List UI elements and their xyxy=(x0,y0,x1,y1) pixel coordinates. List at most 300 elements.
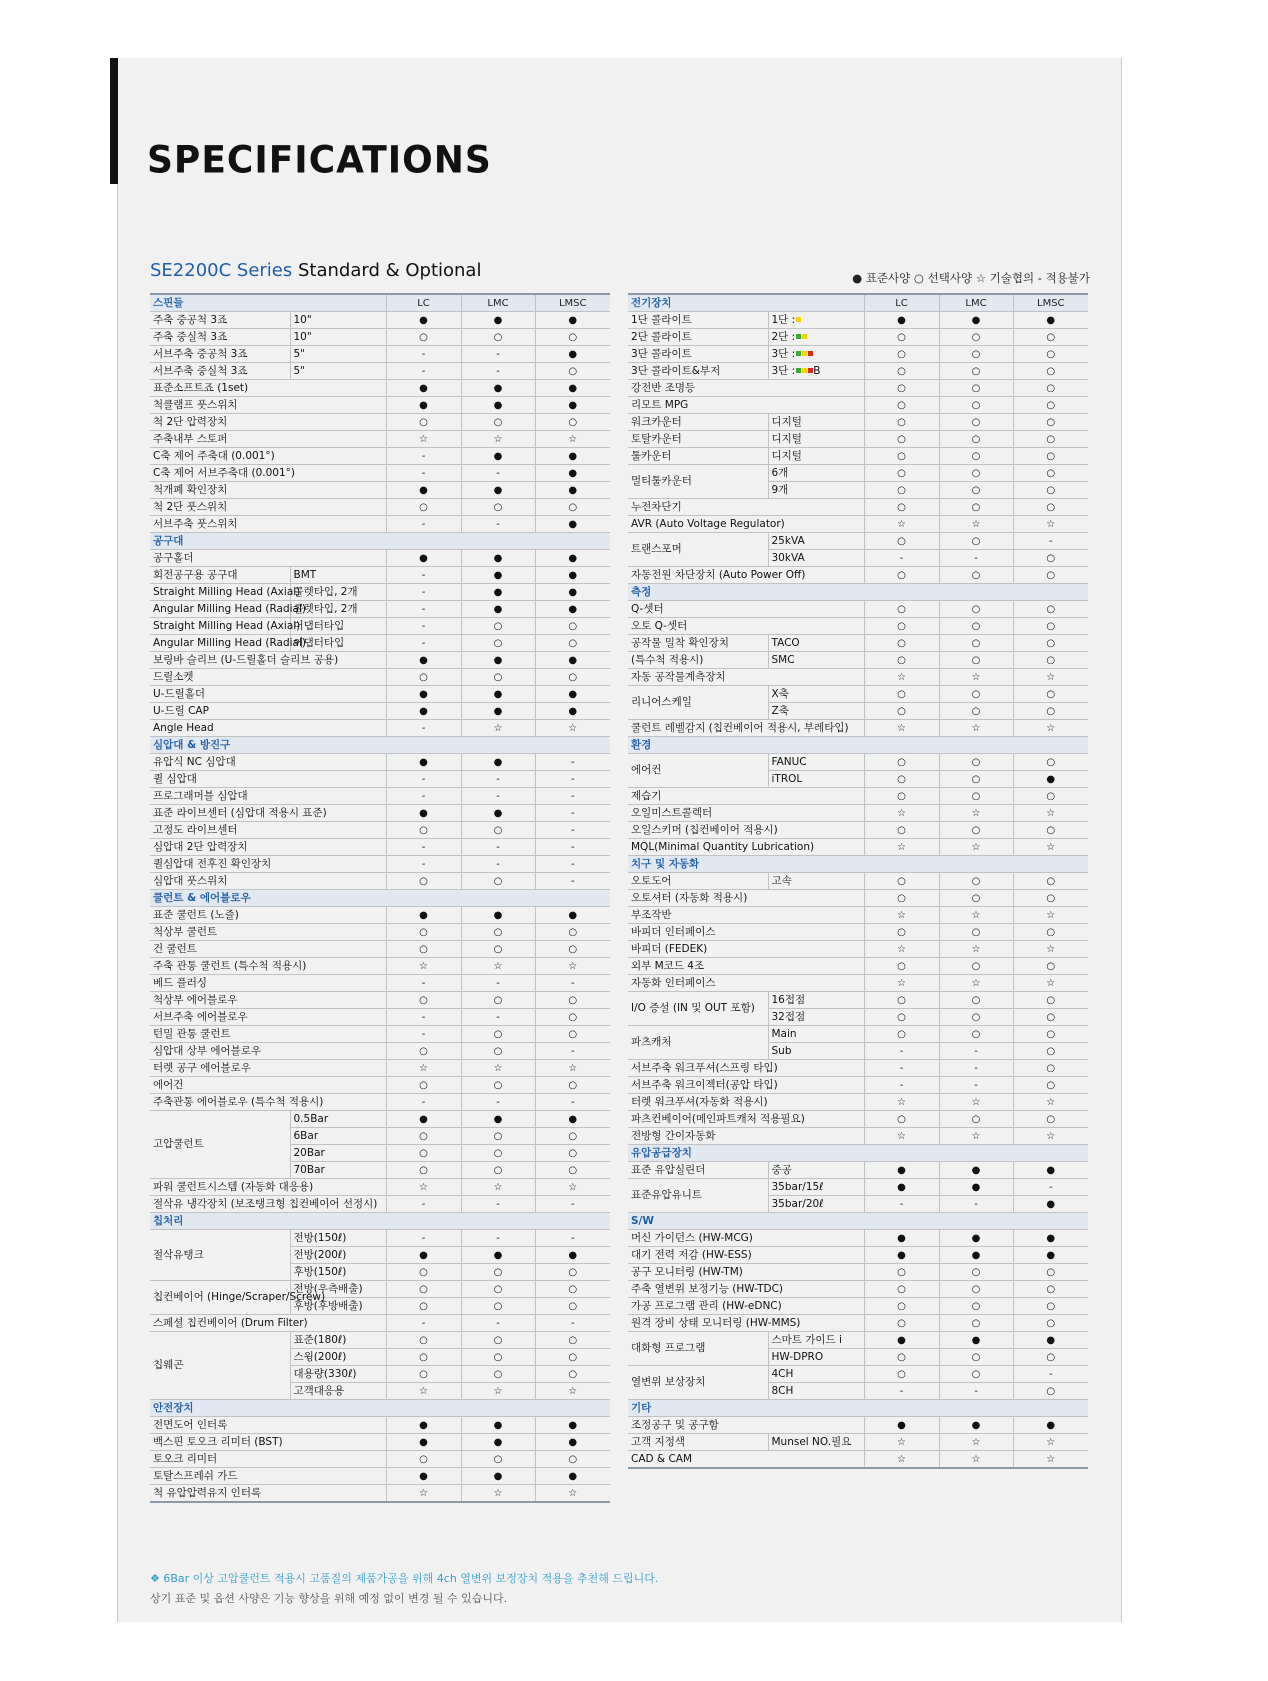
spec-value-lmc: ● xyxy=(939,1162,1013,1179)
spec-value-lc: - xyxy=(386,1094,461,1111)
spec-item-detail: TACO xyxy=(768,635,864,652)
spec-item-name: 오일미스트콜렉터 xyxy=(628,805,864,822)
spec-item-name: 서브주축 중실척 3죠 xyxy=(150,363,290,380)
spec-value-lc: ○ xyxy=(864,397,939,414)
spec-value-lmc: ○ xyxy=(461,635,535,652)
spec-item-name: 강전반 조명등 xyxy=(628,380,864,397)
spec-value-lc: ● xyxy=(386,380,461,397)
spec-item-detail: 콜렛타입, 2개 xyxy=(290,601,386,618)
spec-item-detail: HW-DPRO xyxy=(768,1349,864,1366)
spec-value-lmc: ○ xyxy=(939,567,1013,584)
spec-value-lc: ○ xyxy=(864,992,939,1009)
spec-value-lc: ☆ xyxy=(864,1434,939,1451)
spec-item-detail: 전방(우측배출) xyxy=(290,1281,386,1298)
spec-row xyxy=(628,788,1088,805)
spec-item-name: 제습기 xyxy=(628,788,864,805)
spec-value-lc: ○ xyxy=(386,1077,461,1094)
spec-row xyxy=(628,1264,1088,1281)
spec-value-lmsc: ○ xyxy=(1013,1315,1088,1332)
spec-value-lmsc: ● xyxy=(535,567,610,584)
spec-item-name: 가공 프로그램 관리 (HW-eDNC) xyxy=(628,1298,864,1315)
spec-item-detail: 스마트 가이드 i xyxy=(768,1332,864,1349)
signal-lamp-icon xyxy=(802,368,807,373)
spec-item-name: 공구 모니터링 (HW-TM) xyxy=(628,1264,864,1281)
spec-value-lmc: ○ xyxy=(461,941,535,958)
spec-value-lc: ○ xyxy=(864,431,939,448)
spec-value-lmsc: ● xyxy=(535,652,610,669)
spec-row xyxy=(150,1060,610,1077)
spec-row xyxy=(150,1026,610,1043)
spec-value-lmc: ● xyxy=(939,312,1013,329)
spec-row xyxy=(628,975,1088,992)
spec-value-lmsc: ○ xyxy=(1013,1077,1088,1094)
spec-value-lmc: - xyxy=(939,1060,1013,1077)
spec-value-lmc: ○ xyxy=(939,822,1013,839)
spec-item-detail: FANUC xyxy=(768,754,864,771)
spec-row xyxy=(150,1009,610,1026)
section-title: 심압대 & 방진구 xyxy=(150,737,610,754)
spec-value-lmsc: ○ xyxy=(535,635,610,652)
spec-value-lmsc: ☆ xyxy=(1013,720,1088,737)
spec-item-detail: 고속 xyxy=(768,873,864,890)
spec-value-lmsc: ○ xyxy=(1013,1264,1088,1281)
spec-row xyxy=(150,465,610,482)
spec-value-lc: ○ xyxy=(386,1145,461,1162)
spec-item-detail: Main xyxy=(768,1026,864,1043)
spec-value-lmsc: ● xyxy=(535,686,610,703)
spec-row xyxy=(628,346,1088,363)
spec-value-lmsc: ☆ xyxy=(1013,805,1088,822)
spec-value-lmsc: ○ xyxy=(535,1128,610,1145)
spec-value-lmsc: ● xyxy=(1013,1417,1088,1434)
spec-item-name: 부조작반 xyxy=(628,907,864,924)
spec-value-lmc: ○ xyxy=(939,635,1013,652)
spec-value-lc: ○ xyxy=(386,822,461,839)
spec-row xyxy=(150,720,610,737)
spec-value-lc: ○ xyxy=(864,958,939,975)
spec-item-name: 칩웨곤 xyxy=(150,1332,290,1400)
spec-value-lmc: ● xyxy=(461,1417,535,1434)
spec-value-lc: - xyxy=(386,346,461,363)
spec-value-lc: ○ xyxy=(386,924,461,941)
spec-item-name: 외부 M코드 4조 xyxy=(628,958,864,975)
spec-item-name: I/O 증설 (IN 및 OUT 포함) xyxy=(628,992,768,1026)
section-header-row xyxy=(150,737,610,754)
spec-value-lmc: ● xyxy=(461,482,535,499)
spec-value-lmc: ○ xyxy=(939,754,1013,771)
spec-value-lmc: ○ xyxy=(461,618,535,635)
spec-item-name: 바피더 (FEDEK) xyxy=(628,941,864,958)
spec-row xyxy=(150,1485,610,1503)
spec-value-lmc: ☆ xyxy=(939,907,1013,924)
spec-item-name: 토오크 리미터 xyxy=(150,1451,386,1468)
spec-value-lc: - xyxy=(864,1077,939,1094)
spec-item-name: 퀼 심압대 xyxy=(150,771,386,788)
spec-value-lmc: ● xyxy=(461,907,535,924)
spec-value-lc: ☆ xyxy=(864,805,939,822)
spec-value-lmc: ☆ xyxy=(461,1060,535,1077)
spec-item-name: 대화형 프로그램 xyxy=(628,1332,768,1366)
spec-row xyxy=(150,873,610,890)
spec-row xyxy=(150,1468,610,1485)
spec-row xyxy=(150,1230,610,1247)
subtitle-rest: Standard & Optional xyxy=(292,260,482,281)
spec-value-lmc: ○ xyxy=(461,1281,535,1298)
spec-value-lmc: ○ xyxy=(939,380,1013,397)
spec-item-name: 토탈카운터 xyxy=(628,431,768,448)
spec-value-lmsc: ☆ xyxy=(535,720,610,737)
spec-value-lc: ○ xyxy=(864,873,939,890)
spec-value-lc: ○ xyxy=(864,363,939,380)
spec-value-lmc: ● xyxy=(939,1179,1013,1196)
spec-item-detail: 70Bar xyxy=(290,1162,386,1179)
spec-value-lmc: ○ xyxy=(461,1026,535,1043)
spec-value-lc: ○ xyxy=(386,992,461,1009)
spec-value-lmc: ○ xyxy=(461,924,535,941)
spec-value-lmsc: - xyxy=(535,1315,610,1332)
spec-value-lc: - xyxy=(386,1026,461,1043)
section-title: 측정 xyxy=(628,584,1088,601)
spec-item-detail: 3단 : xyxy=(768,346,864,363)
spec-value-lmc: ○ xyxy=(939,890,1013,907)
spec-row xyxy=(150,924,610,941)
spec-value-lmsc: - xyxy=(535,1230,610,1247)
spec-value-lmsc: ○ xyxy=(1013,635,1088,652)
spec-item-name: 서브주축 중공척 3죠 xyxy=(150,346,290,363)
spec-value-lmc: - xyxy=(461,465,535,482)
spec-row xyxy=(628,941,1088,958)
spec-value-lmc: ☆ xyxy=(461,958,535,975)
spec-value-lmc: ○ xyxy=(939,771,1013,788)
spec-value-lc: ☆ xyxy=(864,1094,939,1111)
spec-value-lc: ○ xyxy=(864,754,939,771)
spec-item-name: 칩컨베이어 (Hinge/Scraper/Screw) xyxy=(150,1281,290,1315)
spec-value-lmsc: ○ xyxy=(1013,414,1088,431)
spec-item-detail: 후방(150ℓ) xyxy=(290,1264,386,1281)
spec-value-lmsc: ○ xyxy=(1013,431,1088,448)
spec-value-lc: - xyxy=(386,567,461,584)
spec-row xyxy=(628,1026,1088,1043)
spec-item-name: 절삭유 냉각장치 (보조탱크형 칩컨베이어 선정시) xyxy=(150,1196,386,1213)
spec-value-lmsc: ○ xyxy=(535,414,610,431)
spec-value-lc: ☆ xyxy=(386,1179,461,1196)
spec-item-name: 표준 라이브센터 (심압대 적용시 표준) xyxy=(150,805,386,822)
spec-value-lmsc: - xyxy=(535,805,610,822)
spec-item-name: 3단 콜라이트&부저 xyxy=(628,363,768,380)
spec-item-detail: 9개 xyxy=(768,482,864,499)
spec-row xyxy=(150,1196,610,1213)
spec-item-detail: 대용량(330ℓ) xyxy=(290,1366,386,1383)
column-header-lmsc: LMSC xyxy=(535,294,610,312)
spec-value-lmsc: - xyxy=(535,975,610,992)
spec-item-name: 2단 콜라이트 xyxy=(628,329,768,346)
spec-value-lmc: ○ xyxy=(461,1145,535,1162)
spec-value-lc: ○ xyxy=(864,618,939,635)
spec-row xyxy=(628,1315,1088,1332)
spec-value-lmsc: ● xyxy=(1013,1247,1088,1264)
spec-value-lmsc: - xyxy=(1013,533,1088,550)
spec-value-lmsc: ● xyxy=(535,448,610,465)
spec-value-lmc: ● xyxy=(461,1468,535,1485)
spec-item-name: 표준소프트죠 (1set) xyxy=(150,380,386,397)
spec-value-lmc: ○ xyxy=(461,1298,535,1315)
spec-value-lmc: - xyxy=(461,1230,535,1247)
spec-item-name: 오토셔터 (자동화 적용시) xyxy=(628,890,864,907)
spec-value-lc: ● xyxy=(386,1468,461,1485)
spec-value-lmsc: ● xyxy=(535,380,610,397)
spec-value-lc: ☆ xyxy=(864,907,939,924)
spec-value-lmc: ○ xyxy=(939,1366,1013,1383)
spec-value-lmsc: ○ xyxy=(535,329,610,346)
spec-value-lmc: ○ xyxy=(461,992,535,1009)
spec-value-lmsc: ○ xyxy=(1013,822,1088,839)
spec-value-lmc: ☆ xyxy=(939,669,1013,686)
spec-row xyxy=(628,992,1088,1009)
spec-value-lmsc: ☆ xyxy=(535,431,610,448)
spec-row xyxy=(150,652,610,669)
section-title: 쿨런트 & 에어블로우 xyxy=(150,890,610,907)
spec-item-name: 회전공구용 공구대 xyxy=(150,567,290,584)
spec-value-lc: - xyxy=(386,1230,461,1247)
spec-value-lmc: ○ xyxy=(461,1162,535,1179)
spec-value-lmsc: ○ xyxy=(535,924,610,941)
note-recommendation: ❖ 6Bar 이상 고압쿨런트 적용시 고품질의 제품가공을 위해 4ch 열변위 보정장치 적용을 추천해 드립니다. xyxy=(150,1572,659,1585)
spec-value-lc: - xyxy=(386,720,461,737)
spec-value-lc: ○ xyxy=(864,499,939,516)
spec-value-lmsc: ● xyxy=(535,516,610,533)
spec-item-name: 보링바 슬리브 (U-드릴홀더 슬리브 공용) xyxy=(150,652,386,669)
spec-value-lc: ☆ xyxy=(864,516,939,533)
spec-value-lmsc: ● xyxy=(535,601,610,618)
spec-item-name: 척개폐 확인장치 xyxy=(150,482,386,499)
spec-value-lmsc: ○ xyxy=(535,1145,610,1162)
spec-item-detail: 어댑터타입 xyxy=(290,618,386,635)
spec-item-detail: X축 xyxy=(768,686,864,703)
spec-item-name: 주축내부 스토퍼 xyxy=(150,431,386,448)
spec-row xyxy=(628,516,1088,533)
spec-value-lc: - xyxy=(864,1060,939,1077)
spec-item-name: 에어컨 xyxy=(628,754,768,788)
spec-row xyxy=(628,1162,1088,1179)
spec-value-lmsc: ☆ xyxy=(1013,839,1088,856)
spec-item-name: 자동전원 차단장치 (Auto Power Off) xyxy=(628,567,864,584)
spec-row xyxy=(150,550,610,567)
spec-item-detail: 8CH xyxy=(768,1383,864,1400)
spec-item-detail: 3단 : B xyxy=(768,363,864,380)
spec-row xyxy=(150,1315,610,1332)
spec-row xyxy=(150,584,610,601)
spec-value-lmsc: ○ xyxy=(535,669,610,686)
spec-item-name: 고객 지정색 xyxy=(628,1434,768,1451)
spec-value-lc: - xyxy=(386,788,461,805)
spec-row xyxy=(150,312,610,329)
spec-value-lc: ● xyxy=(386,1417,461,1434)
spec-value-lmsc: ○ xyxy=(1013,550,1088,567)
spec-value-lmc: ● xyxy=(461,1247,535,1264)
section-title: 치구 및 자동화 xyxy=(628,856,1088,873)
spec-item-detail: 35bar/20ℓ xyxy=(768,1196,864,1213)
spec-value-lc: ○ xyxy=(864,567,939,584)
spec-item-name: 드릴소켓 xyxy=(150,669,386,686)
spec-item-name: 표준유압유니트 xyxy=(628,1179,768,1213)
spec-item-detail: 2단 : xyxy=(768,329,864,346)
spec-value-lmc: ● xyxy=(461,601,535,618)
spec-value-lmc: ○ xyxy=(939,431,1013,448)
spec-value-lmc: ○ xyxy=(461,1128,535,1145)
spec-row xyxy=(150,329,610,346)
spec-row xyxy=(628,1179,1088,1196)
section-header-row xyxy=(628,584,1088,601)
column-header-lmsc: LMSC xyxy=(1013,294,1088,312)
spec-value-lmsc: ○ xyxy=(1013,397,1088,414)
spec-value-lmsc: ☆ xyxy=(1013,1451,1088,1469)
spec-item-name: 조정공구 및 공구함 xyxy=(628,1417,864,1434)
spec-item-detail: 고객대응용 xyxy=(290,1383,386,1400)
section-header-row xyxy=(150,1400,610,1417)
spec-row xyxy=(150,1332,610,1349)
spec-item-name: Angle Head xyxy=(150,720,386,737)
spec-value-lmsc: ○ xyxy=(1013,992,1088,1009)
spec-value-lc: - xyxy=(386,618,461,635)
spec-row xyxy=(150,839,610,856)
spec-item-detail: Sub xyxy=(768,1043,864,1060)
spec-item-detail: 5" xyxy=(290,346,386,363)
spec-value-lmsc: ○ xyxy=(1013,1281,1088,1298)
spec-row xyxy=(150,499,610,516)
spec-value-lc: - xyxy=(386,465,461,482)
spec-row xyxy=(628,397,1088,414)
spec-item-detail: Z축 xyxy=(768,703,864,720)
spec-item-detail: 10" xyxy=(290,312,386,329)
buzzer-label: B xyxy=(813,364,821,377)
spec-value-lc: ● xyxy=(864,1417,939,1434)
spec-item-detail: 1단 : xyxy=(768,312,864,329)
spec-row xyxy=(628,822,1088,839)
spec-item-name: 워크카운터 xyxy=(628,414,768,431)
spec-row xyxy=(150,856,610,873)
spec-value-lmc: - xyxy=(939,1196,1013,1213)
spec-value-lc: ● xyxy=(386,754,461,771)
spec-value-lmc: ○ xyxy=(939,652,1013,669)
spec-row xyxy=(628,567,1088,584)
spec-value-lmc: ● xyxy=(461,397,535,414)
spec-value-lmc: ○ xyxy=(939,873,1013,890)
spec-row xyxy=(628,1451,1088,1469)
spec-value-lmsc: ○ xyxy=(535,1162,610,1179)
spec-value-lc: ○ xyxy=(864,771,939,788)
spec-value-lc: ☆ xyxy=(386,431,461,448)
spec-value-lmsc: - xyxy=(535,771,610,788)
section-title: 환경 xyxy=(628,737,1088,754)
spec-item-name: 서브주축 워크이젝터(공압 타입) xyxy=(628,1077,864,1094)
spec-row xyxy=(628,1366,1088,1383)
spec-value-lmsc: ○ xyxy=(1013,958,1088,975)
spec-value-lmsc: ○ xyxy=(1013,703,1088,720)
spec-value-lmsc: ☆ xyxy=(1013,669,1088,686)
spec-item-detail: 후방(후방배출) xyxy=(290,1298,386,1315)
spec-row xyxy=(628,448,1088,465)
spec-row xyxy=(150,975,610,992)
spec-value-lc: ○ xyxy=(864,465,939,482)
spec-value-lmsc: ● xyxy=(535,482,610,499)
spec-value-lmsc: ○ xyxy=(1013,686,1088,703)
section-header-row xyxy=(628,1145,1088,1162)
spec-value-lc: ○ xyxy=(864,380,939,397)
spec-row xyxy=(628,958,1088,975)
spec-value-lmsc: ○ xyxy=(535,363,610,380)
spec-value-lmc: ○ xyxy=(461,822,535,839)
spec-item-name: C축 제어 주축대 (0.001°) xyxy=(150,448,386,465)
section-header-row xyxy=(628,294,1088,312)
section-title: 전기장치 xyxy=(628,294,864,312)
spec-item-detail: SMC xyxy=(768,652,864,669)
spec-item-detail: 중공 xyxy=(768,1162,864,1179)
spec-value-lmc: - xyxy=(461,856,535,873)
spec-value-lmsc: ○ xyxy=(1013,873,1088,890)
spec-value-lc: ○ xyxy=(864,533,939,550)
spec-row xyxy=(628,1247,1088,1264)
spec-item-name: 고정도 라이브센터 xyxy=(150,822,386,839)
spec-table-right xyxy=(628,293,1088,1469)
spec-value-lmsc: ○ xyxy=(1013,924,1088,941)
spec-value-lc: - xyxy=(864,1383,939,1400)
spec-row xyxy=(628,1111,1088,1128)
spec-value-lmsc: - xyxy=(535,839,610,856)
spec-row xyxy=(150,601,610,618)
spec-value-lmsc: ○ xyxy=(1013,890,1088,907)
spec-row xyxy=(150,941,610,958)
spec-item-name: C축 제어 서브주축대 (0.001°) xyxy=(150,465,386,482)
spec-value-lc: ● xyxy=(386,703,461,720)
spec-value-lmsc: ○ xyxy=(1013,482,1088,499)
spec-value-lc: - xyxy=(386,584,461,601)
spec-row xyxy=(150,448,610,465)
spec-row xyxy=(628,669,1088,686)
spec-item-name: 누전차단기 xyxy=(628,499,864,516)
spec-value-lmc: ☆ xyxy=(939,839,1013,856)
spec-row xyxy=(628,1281,1088,1298)
spec-row xyxy=(150,397,610,414)
spec-value-lc: ● xyxy=(386,652,461,669)
spec-value-lmsc: ☆ xyxy=(1013,907,1088,924)
spec-item-name: 퀼심압대 전후진 확인장치 xyxy=(150,856,386,873)
spec-item-name: Straight Milling Head (Axial) xyxy=(150,618,290,635)
section-header-row xyxy=(628,1213,1088,1230)
spec-value-lmsc: ● xyxy=(1013,1162,1088,1179)
section-title: 안전장치 xyxy=(150,1400,610,1417)
spec-value-lmsc: ○ xyxy=(1013,567,1088,584)
spec-value-lmc: ☆ xyxy=(939,720,1013,737)
spec-value-lmc: ☆ xyxy=(461,720,535,737)
note-disclaimer: 상기 표준 및 옵션 사양은 기능 향상을 위해 예정 없이 변경 될 수 있습니다. xyxy=(150,1592,508,1605)
spec-value-lmc: ○ xyxy=(939,992,1013,1009)
spec-row xyxy=(150,618,610,635)
spec-item-name: 주축 관통 쿨런트 (특수척 적용시) xyxy=(150,958,386,975)
spec-value-lmc: ○ xyxy=(939,1111,1013,1128)
spec-item-name: 심압대 2단 압력장치 xyxy=(150,839,386,856)
spec-value-lc: ☆ xyxy=(864,720,939,737)
spec-row xyxy=(628,907,1088,924)
spec-item-name: 리니어스케일 xyxy=(628,686,768,720)
spec-row xyxy=(628,805,1088,822)
spec-value-lmsc: ○ xyxy=(1013,465,1088,482)
spec-row xyxy=(628,312,1088,329)
spec-value-lc: ○ xyxy=(386,1281,461,1298)
spec-row xyxy=(628,1230,1088,1247)
spec-row xyxy=(628,1298,1088,1315)
spec-item-name: 트랜스포머 xyxy=(628,533,768,567)
spec-value-lc: ○ xyxy=(386,1332,461,1349)
